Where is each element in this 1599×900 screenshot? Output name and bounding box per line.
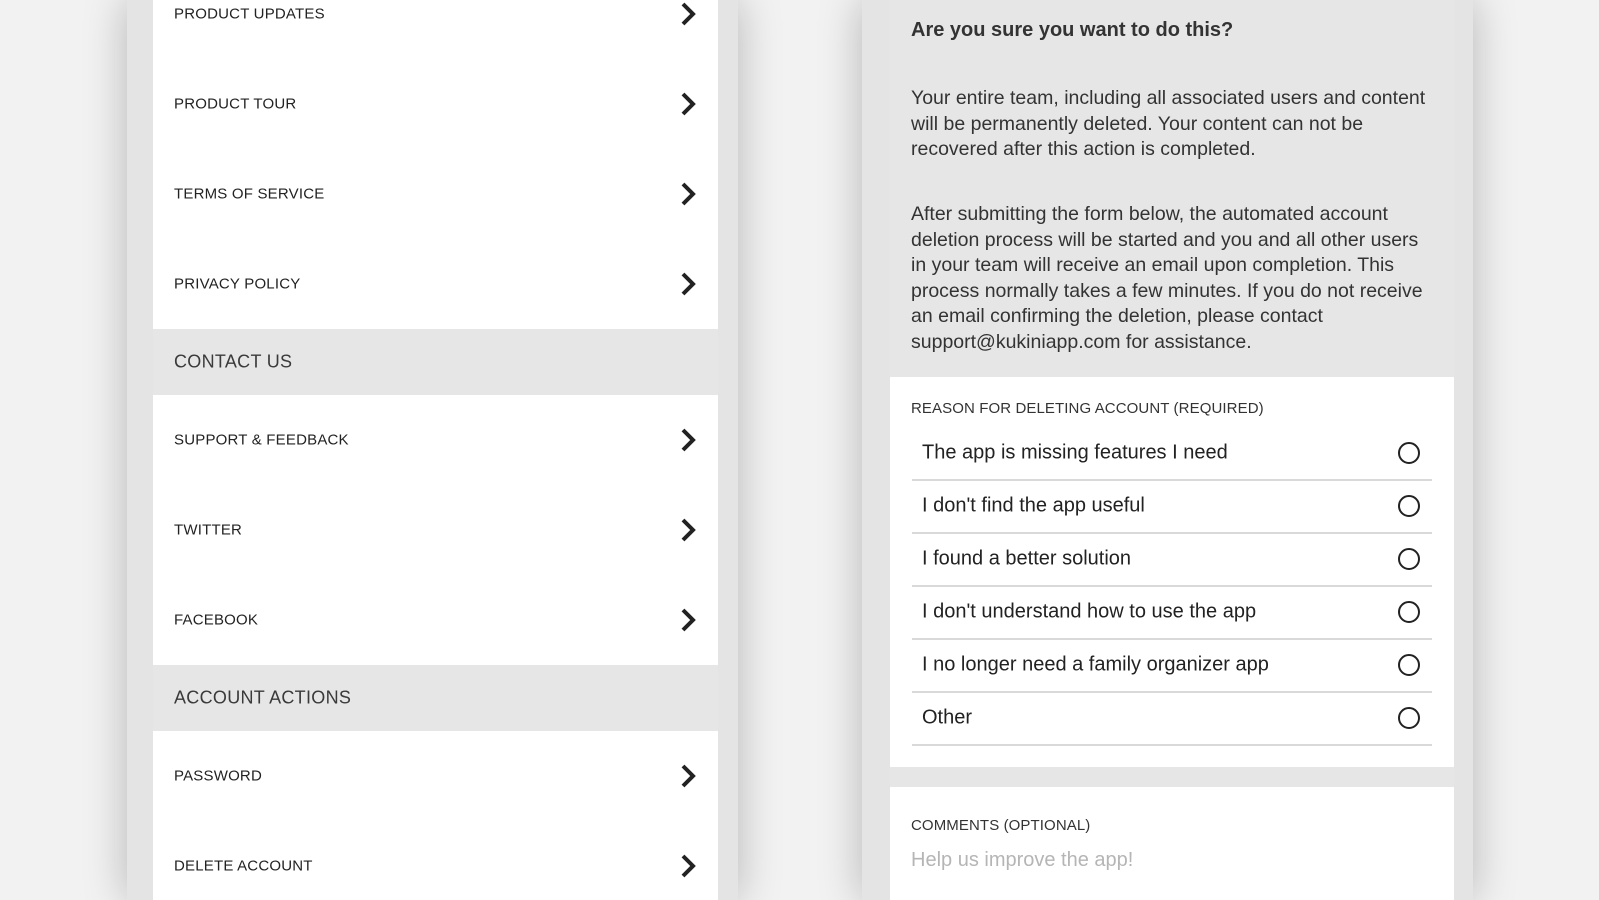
radio-button[interactable] [1398,495,1420,517]
reason-option-text: Other [922,706,973,729]
warning-title: Are you sure you want to do this? [911,19,1234,41]
comments-card [890,787,1454,900]
chevron-right-icon [678,91,698,117]
menu-item-label: TWITTER [174,521,243,539]
section-header-account-actions [153,665,718,731]
radio-button[interactable] [1398,601,1420,623]
reason-card [890,377,1454,767]
menu-item-support-feedback[interactable] [153,395,718,486]
menu-item-product-tour[interactable] [153,59,718,150]
radio-button[interactable] [1398,707,1420,729]
menu-item-label: DELETE ACCOUNT [174,857,313,875]
menu-item-facebook[interactable] [153,575,718,666]
reason-option-text: The app is missing features I need [922,441,1228,464]
menu-item-label: PRODUCT TOUR [174,95,297,113]
reason-option[interactable] [912,692,1432,746]
reason-label: REASON FOR DELETING ACCOUNT (REQUIRED) [911,400,1264,417]
radio-button[interactable] [1398,654,1420,676]
menu-item-label: TERMS OF SERVICE [174,185,325,203]
reason-option-text: I don't understand how to use the app [922,600,1257,623]
menu-item-product-updates[interactable] [153,0,718,60]
chevron-right-icon [678,517,698,543]
process-paragraph: After submitting the form below, the automated account deletion process will be started and you and all other users in your team will receive an email upon completion. This process normally takes a few minutes. If you do not receive an email confirming the deletion, please contact support@kukiniapp.com for assistance. [911,203,1423,353]
menu-item-privacy-policy[interactable] [153,239,718,330]
reason-option-text: I no longer need a family organizer app [922,653,1269,676]
comments-label: COMMENTS (OPTIONAL) [911,817,1091,834]
delete-account-screen [890,0,1454,900]
chevron-right-icon [678,763,698,789]
chevron-right-icon [678,427,698,453]
menu-item-delete-account[interactable] [153,821,718,900]
warning-paragraph: Your entire team, including all associated users and content will be permanently deleted. Your content can not be recovered after this action is completed. [911,87,1426,160]
radio-button[interactable] [1398,442,1420,464]
reason-option[interactable] [912,586,1432,640]
chevron-right-icon [678,1,698,27]
comments-input[interactable] [911,845,1431,875]
menu-item-twitter[interactable] [153,485,718,576]
reason-option[interactable] [912,533,1432,587]
menu-item-terms-of-service[interactable] [153,149,718,240]
chevron-right-icon [678,181,698,207]
chevron-right-icon [678,271,698,297]
reason-option[interactable] [912,480,1432,534]
menu-item-password[interactable] [153,731,718,822]
reason-option[interactable] [912,639,1432,693]
menu-item-label: PASSWORD [174,767,262,785]
section-title: ACCOUNT ACTIONS [174,687,352,708]
right-phone-frame [862,0,1473,900]
chevron-right-icon [678,607,698,633]
section-title: CONTACT US [174,351,293,372]
menu-item-label: FACEBOOK [174,611,259,629]
reason-option[interactable] [912,427,1432,481]
menu-item-label: SUPPORT & FEEDBACK [174,431,349,449]
reason-option-text: I don't find the app useful [922,494,1145,517]
menu-item-label: PRIVACY POLICY [174,275,301,293]
menu-item-label: PRODUCT UPDATES [174,5,325,23]
chevron-right-icon [678,853,698,879]
settings-menu-screen [153,0,718,900]
left-phone-frame [127,0,738,900]
reason-option-text: I found a better solution [922,547,1132,570]
section-header-contact-us [153,329,718,395]
radio-button[interactable] [1398,548,1420,570]
